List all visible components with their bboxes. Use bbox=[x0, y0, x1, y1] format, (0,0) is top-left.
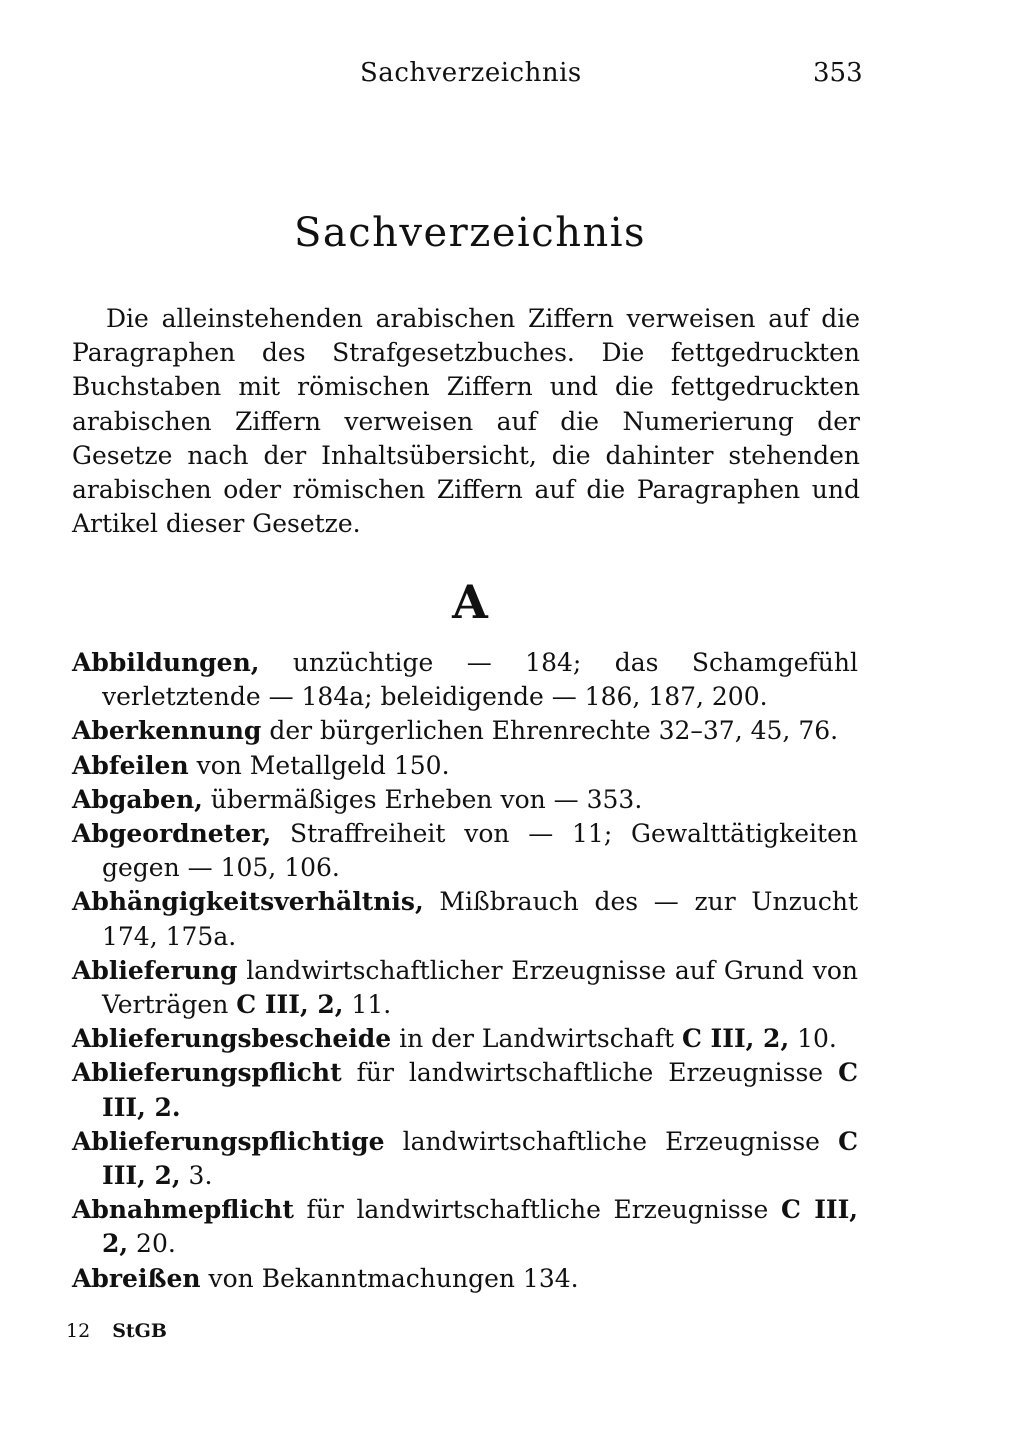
entry-keyword: Ablieferungsbescheide bbox=[72, 1024, 392, 1054]
entry-keyword: Abfeilen bbox=[72, 750, 189, 780]
sheet-number: 12 bbox=[66, 1320, 91, 1342]
entry-keyword: Abhängigkeitsverhältnis, bbox=[72, 887, 424, 917]
running-head bbox=[0, 58, 1024, 94]
entry-law-reference: C III, 2, bbox=[681, 1024, 790, 1054]
entry-text: für landwirtschaftliche Erzeugnisse bbox=[293, 1195, 781, 1225]
index-entry bbox=[72, 1262, 858, 1296]
entry-keyword: Ablieferungspflicht bbox=[72, 1058, 342, 1088]
entry-text: unzüchtige — 184; das Schamgefühl verletztende — 184a; beleidigende — 186, 187, 200. bbox=[102, 648, 858, 712]
entry-keyword: Abgaben, bbox=[72, 784, 203, 814]
index-entry bbox=[72, 714, 858, 748]
index-entry bbox=[72, 749, 858, 783]
entry-keyword: Abnahmepflicht bbox=[72, 1195, 294, 1225]
index-entry bbox=[72, 885, 858, 953]
entry-text: in der Landwirtschaft bbox=[391, 1024, 682, 1054]
index-entry bbox=[72, 1022, 858, 1056]
letter-heading: A bbox=[452, 575, 488, 629]
entry-law-reference: C III, 2, bbox=[236, 990, 344, 1020]
entry-text: von Bekanntmachungen 134. bbox=[200, 1263, 579, 1293]
running-title: Sachverzeichnis bbox=[360, 58, 582, 88]
entry-text: Straffreiheit von — 11; Gewalttätigkeiten gegen — 105, 106. bbox=[102, 819, 858, 883]
entry-keyword: Abgeordneter, bbox=[72, 819, 272, 849]
index-entry bbox=[72, 1125, 858, 1193]
entry-paragraph: 11. bbox=[343, 990, 392, 1020]
entry-text: landwirtschaftlicher Erzeugnisse auf Grund von Verträgen bbox=[102, 955, 858, 1020]
entry-keyword: Aberkennung bbox=[72, 716, 262, 746]
entry-paragraph: 10. bbox=[789, 1024, 837, 1054]
entry-keyword: Ablieferungspflichtige bbox=[72, 1126, 385, 1156]
index-entry bbox=[72, 1193, 858, 1261]
printer-signature: StGB bbox=[112, 1320, 167, 1342]
entry-text: übermäßiges Erheben von — 353. bbox=[202, 784, 643, 814]
entry-keyword: Ablieferung bbox=[72, 955, 238, 985]
entry-text: von Metallgeld 150. bbox=[188, 750, 450, 780]
index-entry-list bbox=[72, 646, 858, 1296]
index-entry bbox=[72, 817, 858, 885]
index-entry bbox=[72, 954, 858, 1022]
entry-paragraph: 3. bbox=[180, 1161, 213, 1191]
entry-keyword: Abbildungen, bbox=[72, 648, 260, 677]
entry-text: für landwirtschaftliche Erzeugnisse bbox=[341, 1058, 839, 1088]
entry-text: der bürgerlichen Ehrenrechte 32–37, 45, 76. bbox=[261, 716, 839, 746]
entry-law-reference: C III, 2, bbox=[102, 1195, 859, 1259]
index-entry bbox=[72, 783, 858, 817]
entry-law-reference: C III, 2, bbox=[102, 1126, 858, 1191]
entry-text: Mißbrauch des — zur Unzucht 174, 175a. bbox=[102, 887, 858, 951]
index-entry bbox=[72, 646, 858, 714]
intro-paragraph: Die alleinstehenden arabischen Ziffern verweisen auf die Paragraphen des Strafgesetzbuches. Die fettgedruckten Buchstaben mit römischen Ziffern und die fettgedruckten arabischen Ziffern verweisen auf die Numerierung der Gesetze nach der Inhaltsübersicht, die dahinter stehenden arabischen oder römischen Ziffern auf die Paragraphen und Artikel dieser Gesetze. bbox=[72, 304, 860, 539]
entry-law-reference: C III, 2. bbox=[102, 1058, 858, 1122]
page-number: 353 bbox=[813, 58, 863, 88]
entry-text: landwirtschaftliche Erzeugnisse bbox=[384, 1126, 839, 1156]
index-entry bbox=[72, 1056, 858, 1124]
footer-signature-line bbox=[66, 1320, 167, 1342]
entry-paragraph: 20. bbox=[128, 1229, 176, 1259]
entry-keyword: Abreißen bbox=[72, 1263, 201, 1293]
section-title: Sachverzeichnis bbox=[293, 210, 647, 256]
